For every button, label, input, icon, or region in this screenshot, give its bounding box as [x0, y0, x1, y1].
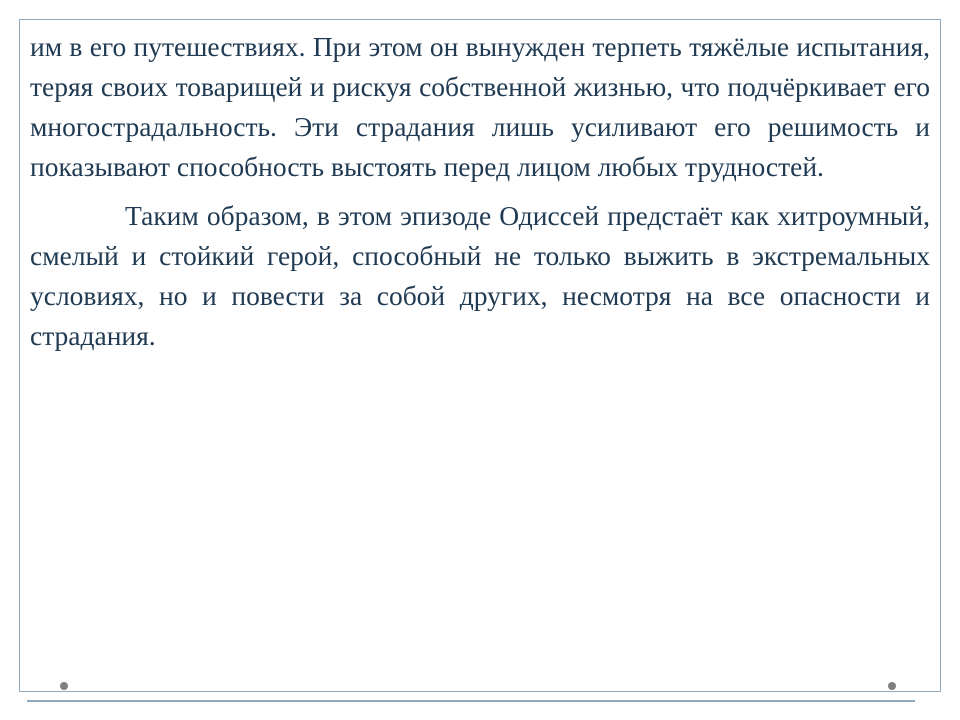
paragraph-1: им в его путешествиях. При этом он вынужден терпеть тяжёлые испытания, теряя своих товарищей и рискуя собственной жизнью, что подчёркивает его многострадальность. Эти страдания лишь усиливают его решимость и показывают способность выстоять перед лицом любых трудностей. [30, 31, 930, 182]
slide-text-body [30, 27, 930, 356]
bottom-divider-line [27, 700, 915, 702]
decorative-dot-right [888, 682, 896, 690]
paragraph-2: Таким образом, в этом эпизоде Одиссей предстаёт как хитроумный, смелый и стойкий герой, способный не только выжить в экстремальных условиях, но и повести за собой других, несмотря на все опасности и страдания. [30, 200, 930, 351]
decorative-dot-left [60, 682, 68, 690]
